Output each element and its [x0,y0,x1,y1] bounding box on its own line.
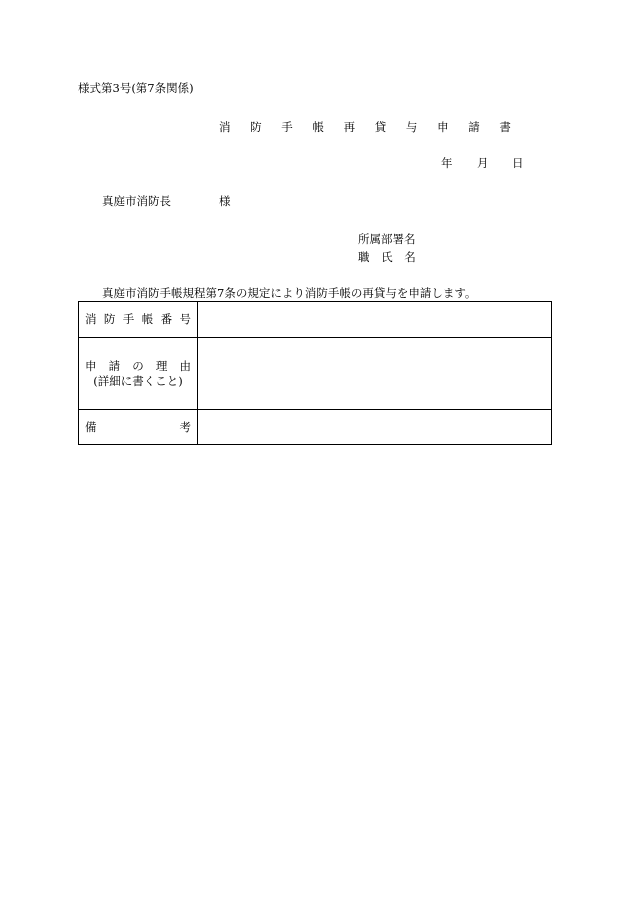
department-label: 所属部署名 [358,232,416,246]
addressee-name: 真庭市消防長 [102,194,171,208]
notebook-number-label: 消 防 手 帳 番 号 [85,312,191,326]
reason-sublabel: (詳細に書くこと) [93,373,183,388]
table-row [79,338,552,410]
form-number: 様式第3号(第7条関係) [78,81,194,95]
remarks-value-cell[interactable] [198,410,552,445]
date-year: 年 [441,156,453,170]
date-day: 日 [512,156,524,170]
date-month: 月 [477,156,489,170]
reason-label: 申 請 の 理 由 [85,358,191,373]
application-statement: 真庭市消防手帳規程第7条の規定により消防手帳の再貸与を申請します。 [102,286,477,300]
reason-label-cell [79,338,198,410]
position-name-label: 職 氏 名 [358,250,420,264]
remarks-label-cell [79,410,198,445]
notebook-number-label-cell [79,302,198,338]
notebook-number-value-cell[interactable] [198,302,552,338]
document-title: 消 防 手 帳 再 貸 与 申 請 書 [219,120,519,134]
addressee-honorific: 様 [219,194,231,208]
reason-value-cell[interactable] [198,338,552,410]
application-table [78,301,552,445]
table-row [79,302,552,338]
table-row [79,410,552,445]
remarks-label: 備 考 [85,419,191,434]
